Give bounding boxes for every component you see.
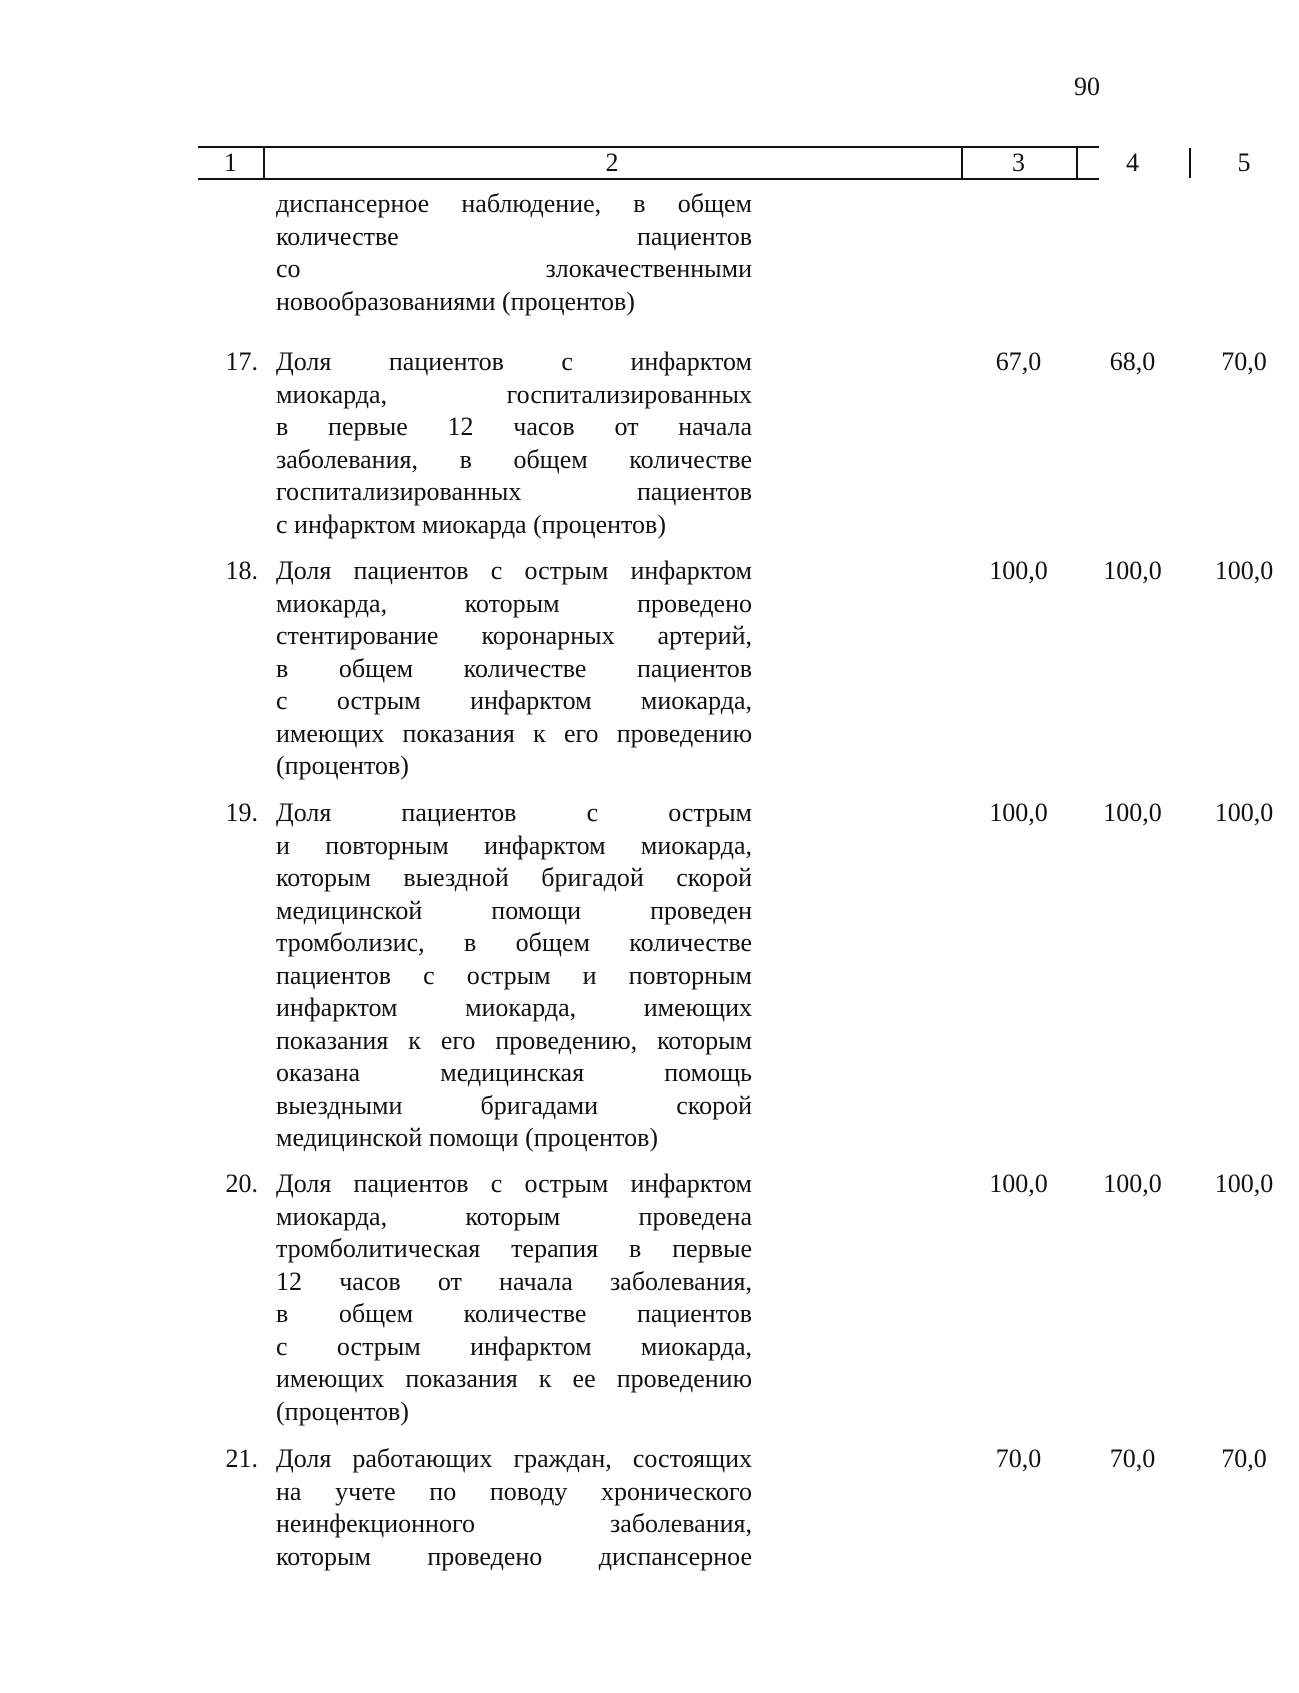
row-number: 19. [225, 798, 258, 827]
value-col-4: 68,0 [1109, 347, 1156, 376]
description-line: тромболизис, в общем количестве [276, 928, 752, 957]
row-description [276, 346, 752, 541]
description-line: миокарда, которым проведено [276, 588, 752, 618]
header-col-5: 5 [1237, 148, 1251, 177]
description-line: которым проведено диспансерное [276, 1541, 752, 1571]
value-col-4: 70,0 [1109, 1444, 1156, 1473]
description-line: Доля работающих граждан, состоящих [276, 1444, 752, 1473]
description-line: в первые 12 часов от начала [276, 412, 752, 441]
value-col-5: 70,0 [1221, 1444, 1267, 1473]
description-line: 12 часов от начала заболевания, [276, 1266, 752, 1296]
description-line: госпитализированных пациентов [276, 477, 752, 506]
table-header [198, 146, 1251, 180]
header-col-4: 4 [1076, 148, 1191, 178]
description-line: медицинской помощи проведен [276, 895, 752, 925]
value-col-4: 100,0 [1103, 1169, 1162, 1198]
row-description [276, 188, 752, 318]
row-description [276, 797, 752, 1155]
description-line: с острым инфарктом миокарда, [276, 686, 752, 715]
description-line: миокарда, которым проведена [276, 1201, 752, 1231]
description-line: (процентов) [276, 1396, 409, 1426]
description-line: показания к его проведению, которым [276, 1025, 752, 1055]
header-col-3: 3 [961, 148, 1078, 178]
header-col-1: 1 [198, 148, 265, 178]
value-col-3: 100,0 [989, 556, 1048, 585]
description-line: количестве пациентов [276, 221, 752, 251]
description-line: со злокачественными [276, 254, 752, 283]
description-line: Доля пациентов с инфарктом [276, 347, 752, 376]
description-line: имеющих показания к ее проведению [276, 1364, 752, 1393]
page-number: 90 [1074, 72, 1100, 101]
description-line: тромболитическая терапия в первые [276, 1234, 752, 1263]
value-col-5: 70,0 [1221, 347, 1267, 376]
header-col-2: 2 [263, 148, 963, 178]
row-description [276, 555, 752, 783]
description-line: (процентов) [276, 751, 409, 780]
description-line: Доля пациентов с острым [276, 798, 752, 827]
value-col-3: 70,0 [995, 1444, 1042, 1473]
description-line: Доля пациентов с острым инфарктом [276, 556, 752, 585]
row-number: 17. [225, 347, 258, 376]
row-number: 20. [225, 1169, 258, 1198]
description-line: выездными бригадами скорой [276, 1090, 752, 1120]
row-description [276, 1168, 752, 1428]
row-number: 18. [225, 556, 258, 585]
description-line: стентирование коронарных артерий, [276, 621, 752, 650]
description-line: и повторным инфарктом миокарда, [276, 830, 752, 860]
value-col-4: 100,0 [1103, 556, 1162, 585]
description-line: новообразованиями (процентов) [276, 286, 635, 316]
row-description [276, 1443, 752, 1573]
row-number: 21. [225, 1444, 258, 1473]
value-col-3: 67,0 [995, 347, 1042, 376]
description-line: на учете по поводу хронического [276, 1476, 752, 1506]
value-col-3: 100,0 [989, 1169, 1048, 1198]
description-line: которым выездной бригадой скорой [276, 863, 752, 892]
value-col-3: 100,0 [989, 798, 1048, 827]
description-line: с инфарктом миокарда (процентов) [276, 509, 666, 539]
description-line: заболевания, в общем количестве [276, 444, 752, 474]
description-line: неинфекционного заболевания, [276, 1509, 752, 1538]
value-col-5: 100,0 [1214, 798, 1274, 827]
description-line: диспансерное наблюдение, в общем [276, 189, 752, 218]
description-line: миокарда, госпитализированных [276, 379, 752, 409]
description-line: в общем количестве пациентов [276, 1299, 752, 1328]
value-col-5: 100,0 [1214, 1169, 1274, 1198]
description-line: имеющих показания к его проведению [276, 718, 752, 748]
value-col-5: 100,0 [1214, 556, 1274, 585]
description-line: Доля пациентов с острым инфарктом [276, 1169, 752, 1198]
description-line: пациентов с острым и повторным [276, 960, 752, 990]
description-line: оказана медицинская помощь [276, 1058, 752, 1087]
description-line: инфарктом миокарда, имеющих [276, 993, 752, 1022]
description-line: медицинской помощи (процентов) [276, 1123, 659, 1152]
description-line: в общем количестве пациентов [276, 653, 752, 683]
value-col-4: 100,0 [1103, 798, 1162, 827]
description-line: с острым инфарктом миокарда, [276, 1331, 752, 1361]
